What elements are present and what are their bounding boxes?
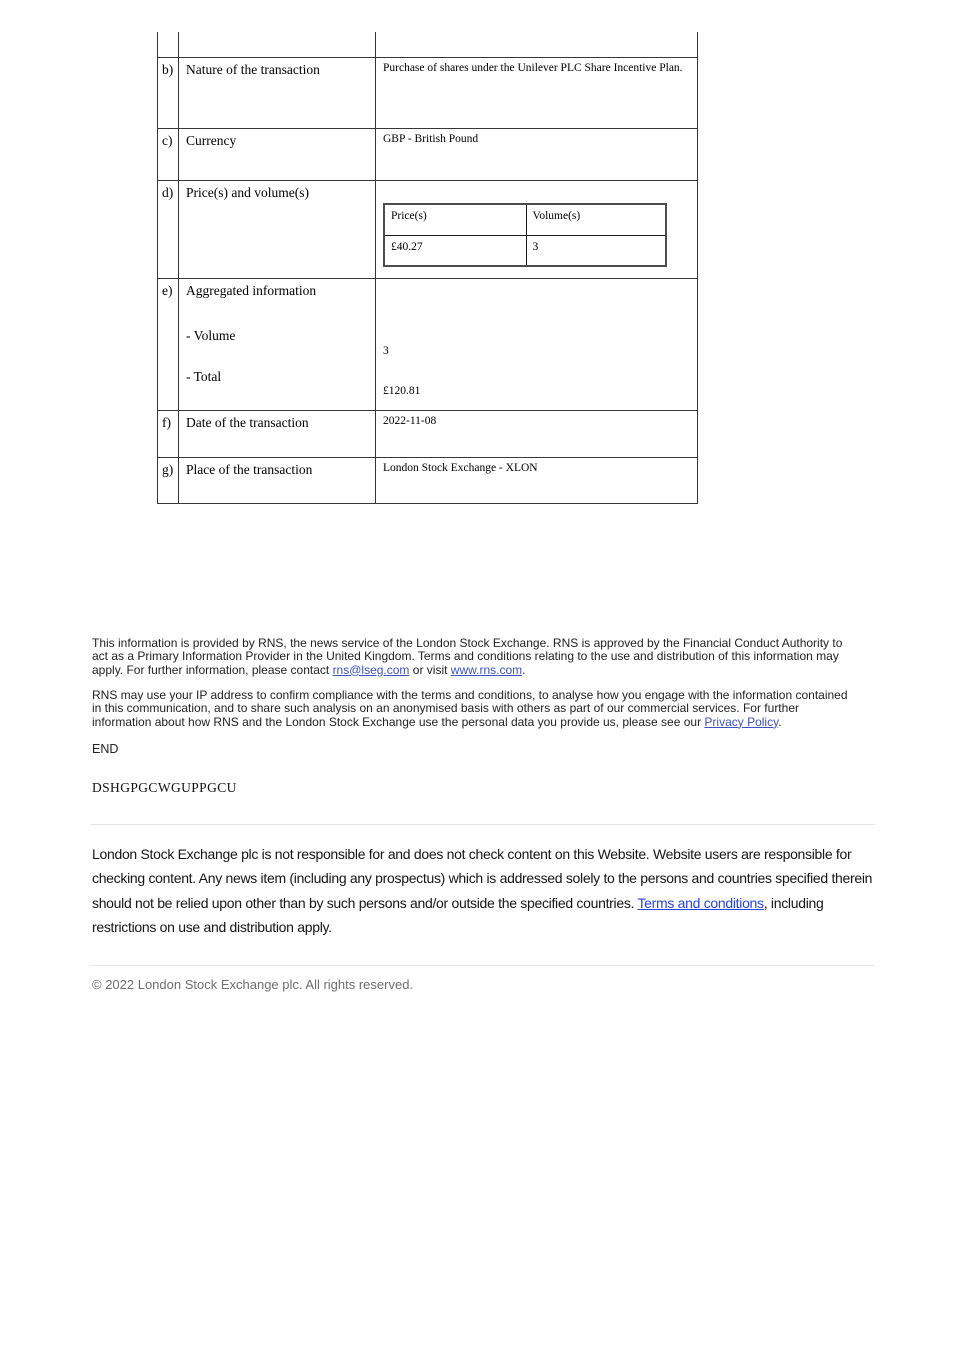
aggregated-total-value: £120.81 (383, 384, 421, 397)
rns-email-link[interactable]: rns@lseg.com (332, 662, 410, 677)
aggregated-information-label: Aggregated information (186, 282, 317, 298)
row-e-label (179, 278, 376, 410)
aggregated-volume-label: - Volume (186, 327, 236, 343)
privacy-policy-link[interactable]: Privacy Policy (704, 714, 779, 729)
row-d-value (376, 180, 698, 278)
table-row-currency (158, 128, 698, 180)
rns-provider-text-mid: or visit (409, 662, 451, 677)
table-row-partial (158, 32, 698, 57)
volume-header-cell: Volume(s) (526, 204, 666, 236)
rns-provider-text: This information is provided by RNS, the news service of the London Stock Exchange. RNS is approved by the Financial Conduct Authority to act as a Primary Information Provider in the United Kingdom. Terms and conditions relating to the use and distribution of this information may apply. For further information, please contact (92, 636, 843, 677)
price-volume-data-row (384, 236, 666, 266)
aggregated-total-label: - Total (186, 368, 222, 384)
price-header-cell: Price(s) (384, 204, 526, 236)
price-volume-header-row (384, 204, 666, 236)
aggregated-volume-value: 3 (383, 344, 389, 357)
table-row-aggregated-information (158, 278, 698, 410)
distribution-code: DSHGPGCWGUPPGCU (92, 780, 237, 795)
table-row-nature-of-transaction (158, 57, 698, 128)
divider (90, 965, 875, 966)
disclaimer-text: London Stock Exchange plc is not responsible for and does not check content on this Website. Website users are responsible for checking content. Any news item (including any prospectus) which is addressed solely to the persons and countries specified therein should not be relied upon other than by such persons and/or outside the specified countries. (92, 846, 873, 911)
volume-value-cell: 3 (526, 236, 666, 266)
row-b-letter: b) (158, 57, 179, 128)
row-g-letter: g) (158, 457, 179, 503)
row-b-label: Nature of the transaction (179, 57, 376, 128)
divider (90, 824, 875, 825)
row-d-label: Price(s) and volume(s) (179, 180, 376, 278)
disclaimer-text-end: , including restrictions on use and distribution apply. (92, 894, 824, 936)
rns-ip-usage-text-end: . (778, 714, 782, 729)
terms-and-conditions-link[interactable]: Terms and conditions (637, 894, 764, 911)
row-c-label: Currency (179, 128, 376, 180)
rns-provider-text-end: . (522, 662, 526, 677)
transaction-details-table (157, 32, 698, 504)
website-disclaimer (92, 842, 876, 940)
rns-ip-usage-paragraph (92, 689, 858, 729)
row-c-value: GBP - British Pound (376, 128, 698, 180)
table-row-transaction-place (158, 457, 698, 503)
row-c-letter: c) (158, 128, 179, 180)
rns-website-link[interactable]: www.rns.com (450, 662, 523, 677)
copyright-notice: © 2022 London Stock Exchange plc. All rights reserved. (92, 977, 414, 992)
table-row-prices-and-volumes (158, 180, 698, 278)
row-f-label: Date of the transaction (179, 410, 376, 457)
partial-row-label-cell (179, 32, 376, 57)
row-g-label: Place of the transaction (179, 457, 376, 503)
table-row-transaction-date (158, 410, 698, 457)
rns-ip-usage-text: RNS may use your IP address to confirm compliance with the terms and conditions, to analyse how you engage with the information contained in this communication, and to share such analysis on an anonymised basis with others as part of our commercial services. For further information about how RNS and the London Stock Exchange use the personal data you provide us, please see our (92, 688, 848, 729)
row-d-letter: d) (158, 180, 179, 278)
row-g-value: London Stock Exchange - XLON (376, 457, 698, 503)
row-e-letter: e) (158, 278, 179, 410)
rns-provider-paragraph (92, 637, 858, 677)
end-marker: END (92, 742, 119, 756)
row-b-value: Purchase of shares under the Unilever PLC Share Incentive Plan. (376, 57, 698, 128)
price-value-cell: £40.27 (384, 236, 526, 266)
row-f-letter: f) (158, 410, 179, 457)
partial-row-value-cell (376, 32, 698, 57)
row-e-value (376, 278, 698, 410)
price-volume-table (383, 203, 667, 267)
partial-row-letter-cell (158, 32, 179, 57)
row-f-value: 2022-11-08 (376, 410, 698, 457)
